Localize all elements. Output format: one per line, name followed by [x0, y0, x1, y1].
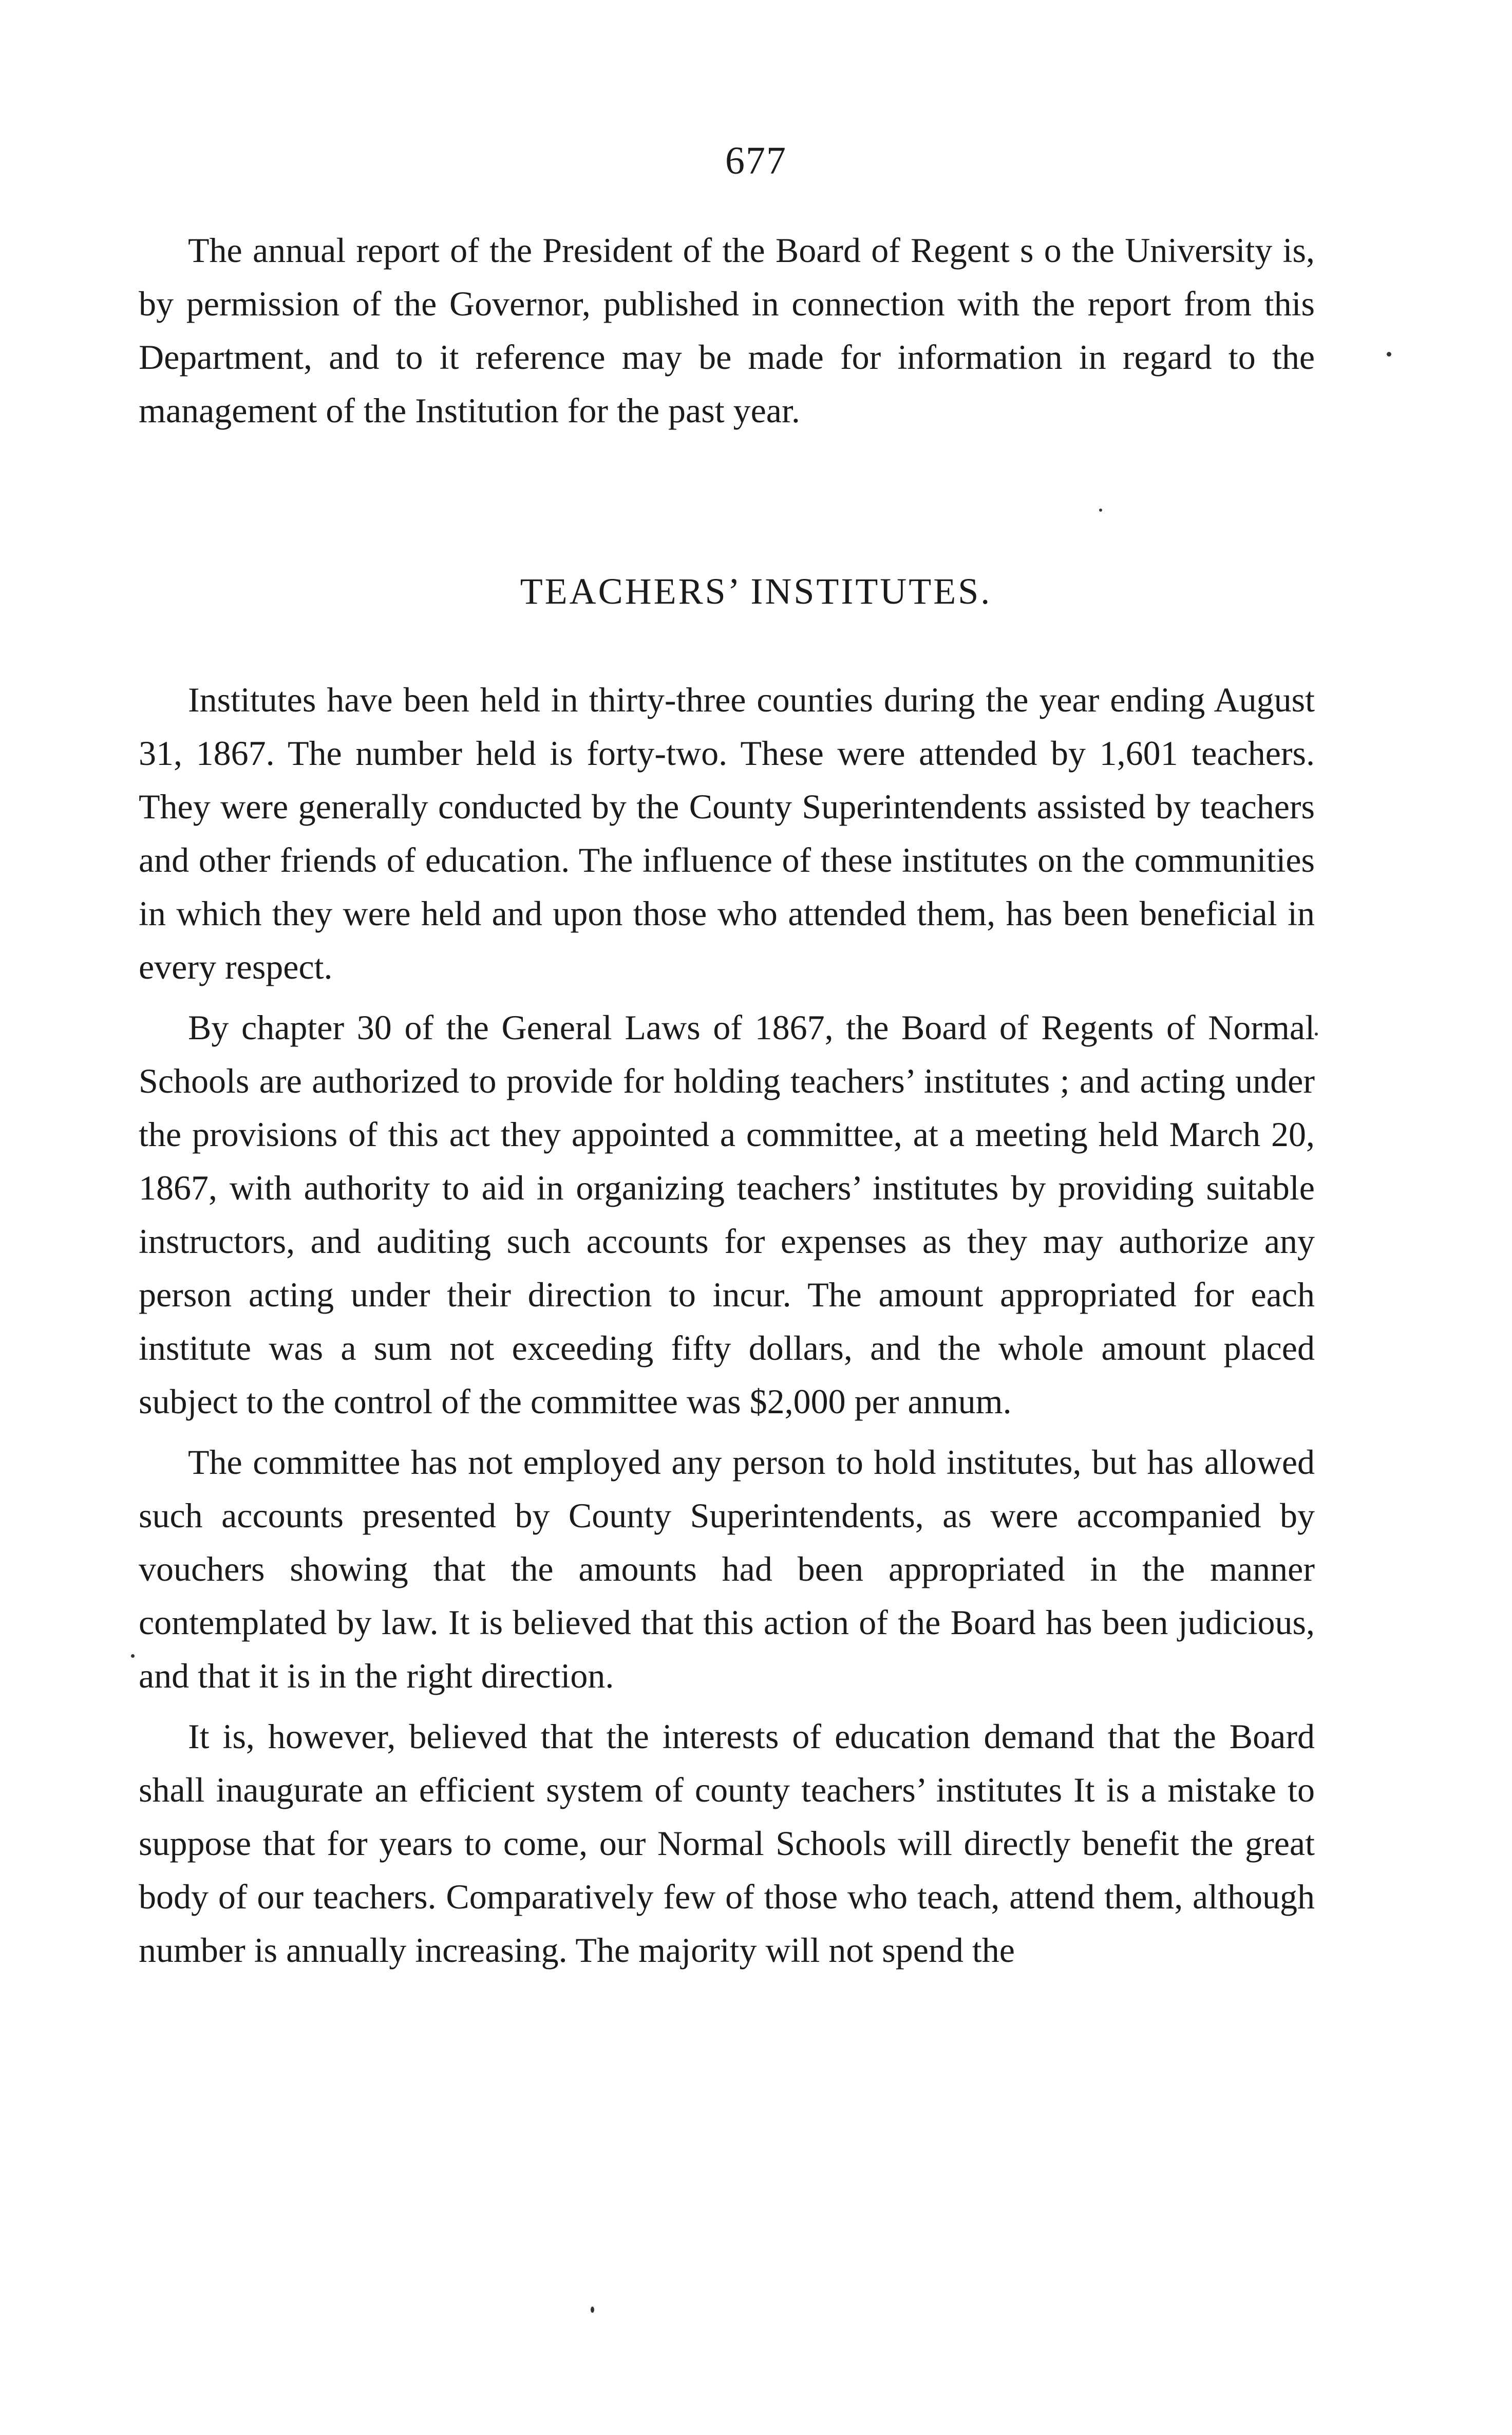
scan-speck — [1099, 509, 1102, 512]
section-heading: TEACHERS’ INSTITUTES. — [520, 571, 992, 612]
paragraph-3: The committee has not employed any person to hold institutes, but has allowed such accounts presented by County Superintendents, as were accompanied by vouchers showing that the amounts had been appropriated in the manner contemplated by law. It is believed that this action of the Board has been judicious, and that it is in the right direction. — [139, 1443, 1315, 1695]
intro-text-block — [139, 223, 1315, 437]
scan-speck — [1315, 1033, 1318, 1036]
scan-speck — [591, 2307, 594, 2313]
intro-paragraph: The annual report of the President of the Board of Regent s o the University is, by permission of the Governor, published in connection with the report from this Department, and to it reference may be made for information in regard to the management of the Institution for the past year. — [139, 231, 1315, 430]
scan-speck — [1387, 352, 1391, 357]
paragraph-2: By chapter 30 of the General Laws of 1867, the Board of Regents of Normal Schools are authorized to provide for holding teachers’ institutes ; and acting under the provisions of this act they appointed a committee, at a meeting held March 20, 1867, with authority to aid in organizing teachers’ institutes by providing suitable instructors, and auditing such accounts for expenses as they may authorize any person acting under their direction to incur. The amount appropriated for each institute was a sum not exceeding fifty dollars, and the whole amount placed subject to the control of the committee was $2,000 per annum. — [139, 1008, 1315, 1421]
scan-speck — [131, 1654, 135, 1658]
paragraph-1: Institutes have been held in thirty-three counties during the year ending August 31, 1867. The number held is forty-two. These were attended by 1,601 teachers. They were generally conducted by the County Superintendents assisted by teachers and other friends of education. The influence of these institutes on the communities in which they were held and upon those who attended them, has been beneficial in every respect. — [139, 680, 1315, 986]
paragraph-4: It is, however, believed that the interests of education demand that the Board shall inaugurate an efficient system of county teachers’ institutes It is a mistake to suppose that for years to come, our Normal Schools will directly benefit the great body of our teachers. Comparatively few of those who teach, attend them, although number is annually increasing. The majority will not spend the — [139, 1717, 1315, 1970]
page-number: 677 — [725, 139, 787, 182]
body-text-block — [139, 673, 1315, 1977]
